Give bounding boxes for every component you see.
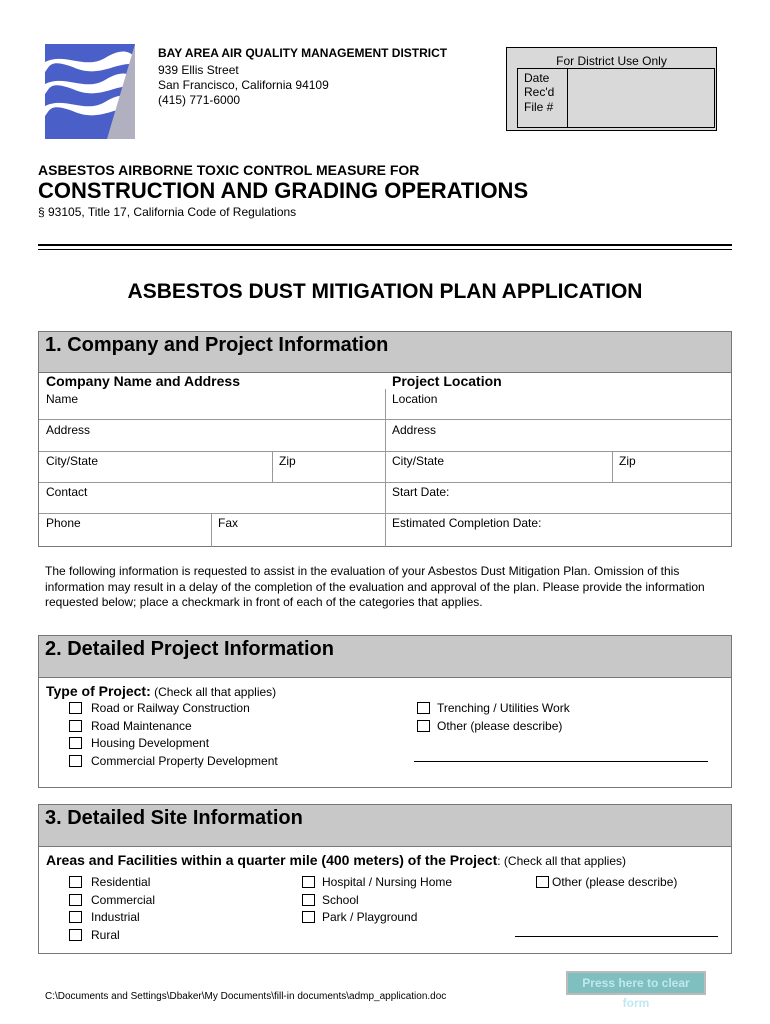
- section1-body: [38, 373, 732, 547]
- option-hospital: Hospital / Nursing Home: [322, 875, 453, 889]
- section2-header: [38, 635, 732, 678]
- main-title: ASBESTOS DUST MITIGATION PLAN APPLICATION: [127, 280, 643, 303]
- option-park: Park / Playground: [322, 910, 418, 924]
- district-use-box: [506, 47, 717, 131]
- option-commercial: Commercial: [91, 893, 156, 907]
- project-type-note: (Check all that applies): [150, 685, 277, 699]
- company-zip-field[interactable]: Zip: [279, 454, 296, 468]
- title-line1: ASBESTOS AIRBORNE TOXIC CONTROL MEASURE FOR: [38, 162, 420, 178]
- district-use-title: For District Use Only: [556, 54, 667, 68]
- completion-date-field[interactable]: Estimated Completion Date:: [392, 516, 542, 530]
- contact-field[interactable]: Contact: [46, 485, 88, 499]
- recd-label: Rec'd: [524, 85, 555, 99]
- project-heading: Project Location: [392, 373, 502, 389]
- file-label: File #: [524, 100, 554, 114]
- district-use-grid[interactable]: [517, 68, 715, 128]
- org-street: 939 Ellis Street: [158, 63, 239, 77]
- project-city-state-field[interactable]: City/State: [392, 454, 445, 468]
- project-zip-field[interactable]: Zip: [619, 454, 636, 468]
- org-phone: (415) 771-6000: [158, 93, 241, 107]
- checkbox-commercial[interactable]: [69, 894, 82, 906]
- checkbox-rural[interactable]: [69, 929, 82, 941]
- date-label: Date: [524, 71, 550, 85]
- checkbox-road-maintenance[interactable]: [69, 720, 82, 732]
- title-divider-top: [38, 244, 732, 246]
- title-line2: CONSTRUCTION AND GRADING OPERATIONS: [38, 178, 529, 203]
- option-industrial: Industrial: [91, 910, 140, 924]
- instructions-paragraph: The following information is requested to assist in the evaluation of your Asbestos Dust Mitigation Plan. Omission of this information may result in a delay of the completion of the evaluation and approval of the plan. Please provide the information requested below; place a checkmark in front of each of the categories that applies.: [45, 564, 705, 609]
- company-address-field[interactable]: Address: [46, 423, 91, 437]
- checkbox-commercial-property[interactable]: [69, 755, 82, 767]
- option-road-maintenance: Road Maintenance: [91, 719, 192, 733]
- checkbox-industrial[interactable]: [69, 911, 82, 923]
- section1-header: [38, 331, 732, 373]
- file-path: C:\Documents and Settings\Dbaker\My Documents\fill-in documents\admp_application.doc: [45, 991, 447, 1002]
- option-trenching: Trenching / Utilities Work: [437, 701, 570, 715]
- section2-heading: 2. Detailed Project Information: [45, 638, 334, 660]
- project-other-line[interactable]: [414, 761, 708, 762]
- checkbox-trenching[interactable]: [417, 702, 430, 714]
- option-school: School: [322, 893, 359, 907]
- checkbox-project-other[interactable]: [417, 720, 430, 732]
- phone-field[interactable]: Phone: [46, 516, 81, 530]
- areas-note: : (Check all that applies): [497, 854, 626, 868]
- option-area-other: Other (please describe): [552, 875, 678, 889]
- option-project-other: Other (please describe): [437, 719, 563, 733]
- checkbox-road-railway[interactable]: [69, 702, 82, 714]
- section3-body: [38, 847, 732, 954]
- company-city-state-field[interactable]: City/State: [46, 454, 99, 468]
- location-field[interactable]: Location: [392, 392, 438, 406]
- option-road-railway: Road or Railway Construction: [91, 701, 250, 715]
- checkbox-residential[interactable]: [69, 876, 82, 888]
- areas-label: Areas and Facilities within a quarter mile (400 meters) of the Project: [46, 852, 498, 868]
- option-housing: Housing Development: [91, 736, 210, 750]
- option-rural: Rural: [91, 928, 120, 942]
- clear-form-button[interactable]: Press here to clear form: [566, 971, 706, 995]
- section3-heading: 3. Detailed Site Information: [45, 807, 303, 829]
- checkbox-school[interactable]: [302, 894, 315, 906]
- checkbox-area-other[interactable]: [536, 876, 549, 888]
- name-field[interactable]: Name: [46, 392, 79, 406]
- regulation-citation: § 93105, Title 17, California Code of Regulations: [38, 205, 297, 219]
- org-name: BAY AREA AIR QUALITY MANAGEMENT DISTRICT: [158, 46, 448, 60]
- start-date-field[interactable]: Start Date:: [392, 485, 450, 499]
- area-other-line[interactable]: [515, 936, 718, 937]
- checkbox-hospital[interactable]: [302, 876, 315, 888]
- section1-heading: 1. Company and Project Information: [45, 334, 389, 356]
- option-commercial-property: Commercial Property Development: [91, 754, 278, 768]
- section3-header: [38, 804, 732, 847]
- project-address-field[interactable]: Address: [392, 423, 437, 437]
- district-logo: [45, 44, 135, 139]
- company-heading: Company Name and Address: [46, 373, 240, 389]
- checkbox-park[interactable]: [302, 911, 315, 923]
- checkbox-housing[interactable]: [69, 737, 82, 749]
- option-residential: Residential: [91, 875, 151, 889]
- section2-body: [38, 678, 732, 788]
- fax-field[interactable]: Fax: [218, 516, 239, 530]
- title-divider-bottom: [38, 249, 732, 250]
- org-city: San Francisco, California 94109: [158, 78, 329, 92]
- project-type-label: Type of Project:: [46, 683, 151, 699]
